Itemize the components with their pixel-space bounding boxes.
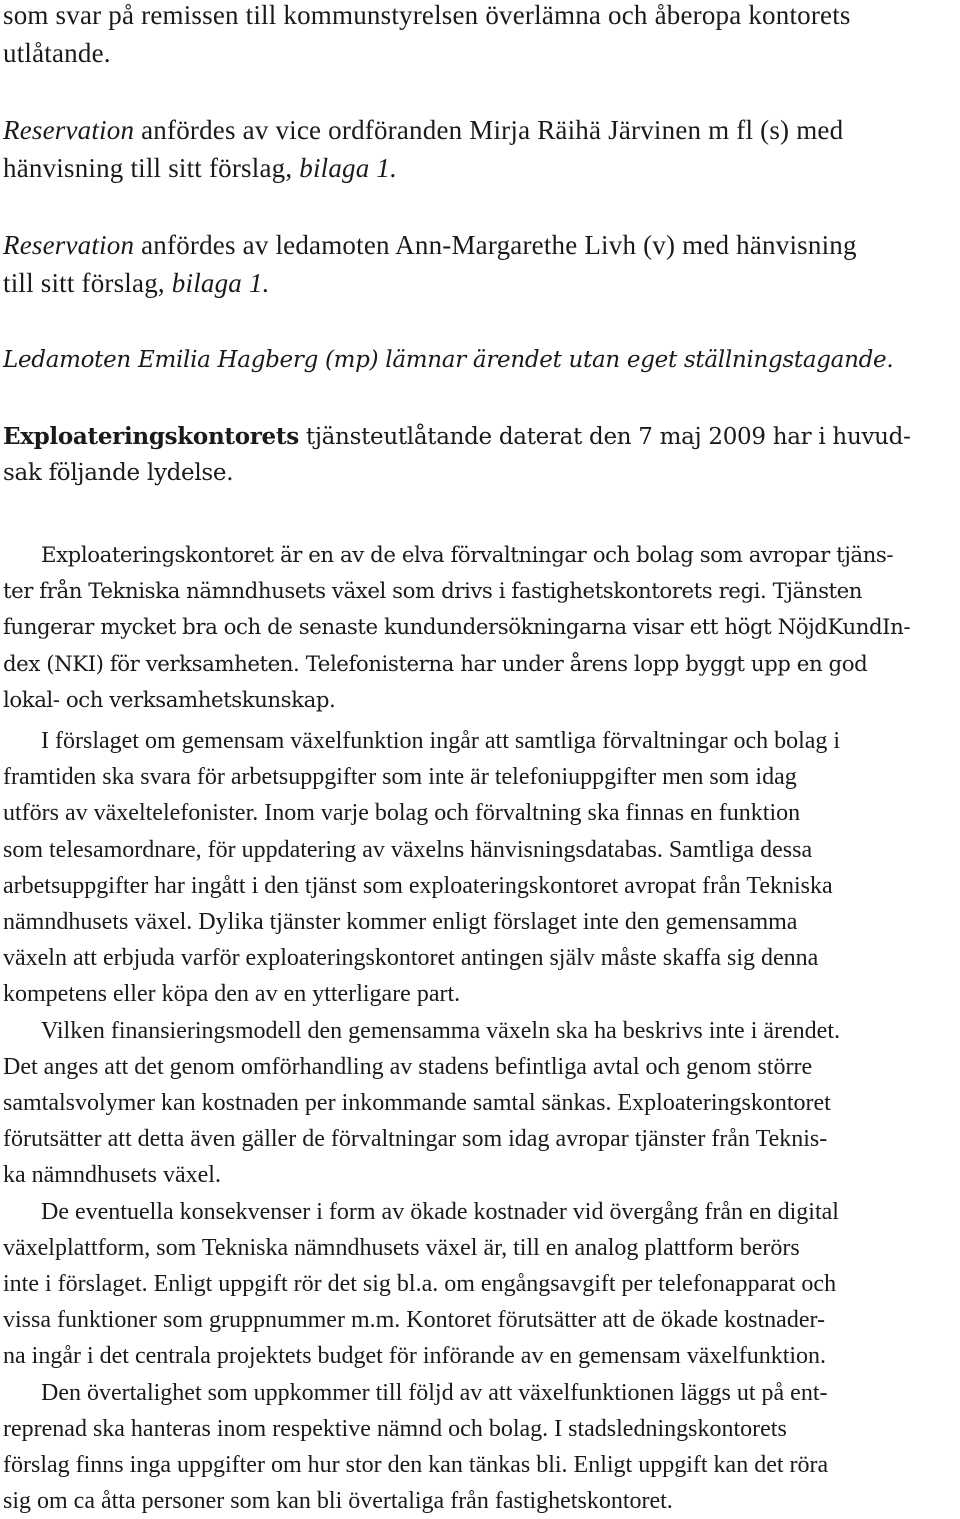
office-name: Exploateringskontorets — [3, 423, 299, 450]
statement-intro-paragraph — [3, 419, 911, 491]
quote-line: ka nämndhusets växel. — [3, 1162, 221, 1189]
quote-line: som telesamordnare, för uppdatering av växelns hänvisningsdatabas. Samtliga dessa — [3, 836, 813, 863]
quote-line: kompetens eller köpa den av en ytterligare part. — [3, 981, 461, 1008]
quote-line: förslag finns inga uppgifter om hur stor den kan tänkas bli. Enligt uppgift kan det röra — [3, 1452, 829, 1479]
quote-line: I förslaget om gemensam växelfunktion ingår att samtliga förvaltningar och bolag i — [41, 728, 841, 754]
reservation-2-line-1 — [3, 226, 857, 264]
bilaga-reference: bilaga 1. — [171, 268, 270, 298]
abstain-text: Ledamoten Emilia Hagberg (mp) lämnar ärendet utan eget ställningstagande. — [3, 347, 894, 373]
quote-line: Den övertalighet som uppkommer till följd av att växelfunktionen läggs ut på ent- — [41, 1379, 828, 1406]
quote-line: Vilken finansieringsmodell den gemensamma växeln ska ha beskrivs inte i ärendet. — [41, 1017, 840, 1044]
intro-paragraph — [3, 0, 851, 72]
quote-line: ter från Tekniska nämndhusets växel som drivs i fastighetskontorets regi. Tjänsten — [3, 579, 863, 605]
reservation-1-text-2: hänvisning till sitt förslag, — [3, 153, 300, 183]
quote-line: inte i förslaget. Enligt uppgift rör det sig bl.a. om engångsavgift per telefonapparat och — [3, 1271, 837, 1298]
quote-line: De eventuella konsekvenser i form av ökade kostnader vid övergång från en digital — [41, 1198, 839, 1225]
quote-line: dex (NKI) för verksamheten. Telefonisterna har under årens lopp byggt upp en god — [3, 651, 868, 677]
quote-line: växeln att erbjuda varför exploateringskontoret antingen själv måste skaffa sig denna — [3, 945, 819, 972]
abstain-paragraph — [3, 342, 893, 378]
quote-line: Det anges att det genom omförhandling av stadens befintliga avtal och genom större — [3, 1053, 813, 1080]
intro-line-1: som svar på remissen till kommunstyrelsen överlämna och åberopa kontorets — [3, 0, 851, 30]
quote-line: framtiden ska svara för arbetsuppgifter som inte är telefoniuppgifter men som idag — [3, 764, 797, 791]
reservation-label: Reservation — [3, 115, 135, 145]
quote-line: samtalsvolymer kan kostnaden per inkommande samtal sänkas. Exploateringskontoret — [3, 1090, 831, 1117]
quote-line: växelplattform, som Tekniska nämndhusets växel är, till en analog plattform berörs — [3, 1234, 800, 1261]
quote-line: fungerar mycket bra och de senaste kundundersökningarna visar ett högt NöjdKundIn- — [3, 615, 911, 641]
statement-intro-text: tjänsteutlåtande daterat den 7 maj 2009 har i huvud- — [298, 424, 911, 450]
quoted-statement — [3, 538, 910, 719]
quote-line: na ingår i det centrala projektets budget för införande av en gemensam växelfunktion. — [3, 1343, 827, 1370]
quote-paragraph-3 — [3, 1013, 840, 1194]
quote-line: nämndhusets växel. Dylika tjänster kommer enligt förslaget inte den gemensamma — [3, 909, 798, 936]
reservation-paragraph-1 — [3, 111, 843, 187]
statement-intro-line-1 — [3, 419, 911, 455]
quote-paragraph-4 — [3, 1194, 840, 1375]
quote-line: sig om ca åtta personer som kan bli övertaliga från fastighetskontoret. — [3, 1488, 673, 1515]
statement-intro-line-2: sak följande lydelse. — [3, 460, 234, 486]
quote-paragraph-5 — [3, 1375, 840, 1519]
quote-line: lokal- och verksamhetskunskap. — [3, 687, 336, 713]
reservation-2-line-2 — [3, 264, 857, 302]
bilaga-reference: bilaga 1. — [299, 153, 398, 183]
reservation-1-text: anfördes av vice ordföranden Mirja Räihä Järvinen m fl (s) med — [134, 115, 844, 145]
quote-paragraph-2 — [3, 723, 840, 1013]
reservation-2-text-2: till sitt förslag, — [3, 268, 172, 298]
quoted-statement-cont — [3, 723, 840, 1519]
reservation-2-text: anfördes av ledamoten Ann-Margarethe Livh (v) med hänvisning — [134, 230, 857, 260]
quote-line: utförs av växeltelefonister. Inom varje bolag och förvaltning ska finnas en funktion — [3, 800, 801, 827]
quote-paragraph-1 — [3, 538, 910, 719]
reservation-label: Reservation — [3, 230, 135, 260]
quote-line: arbetsuppgifter har ingått i den tjänst som exploateringskontoret avropat från Tekniska — [3, 872, 833, 899]
quote-line: vissa funktioner som gruppnummer m.m. Kontoret förutsätter att de ökade kostnader- — [3, 1307, 825, 1334]
quote-line: reprenad ska hanteras inom respektive nämnd och bolag. I stadsledningskontorets — [3, 1415, 787, 1442]
reservation-1-line-1 — [3, 111, 843, 149]
reservation-paragraph-2 — [3, 226, 857, 302]
quote-line: Exploateringskontoret är en av de elva förvaltningar och bolag som avropar tjäns- — [41, 543, 894, 568]
intro-line-2: utlåtande. — [3, 38, 111, 68]
reservation-1-line-2 — [3, 149, 843, 187]
quote-line: förutsätter att detta även gäller de förvaltningar som idag avropar tjänster från Teknis- — [3, 1126, 828, 1153]
